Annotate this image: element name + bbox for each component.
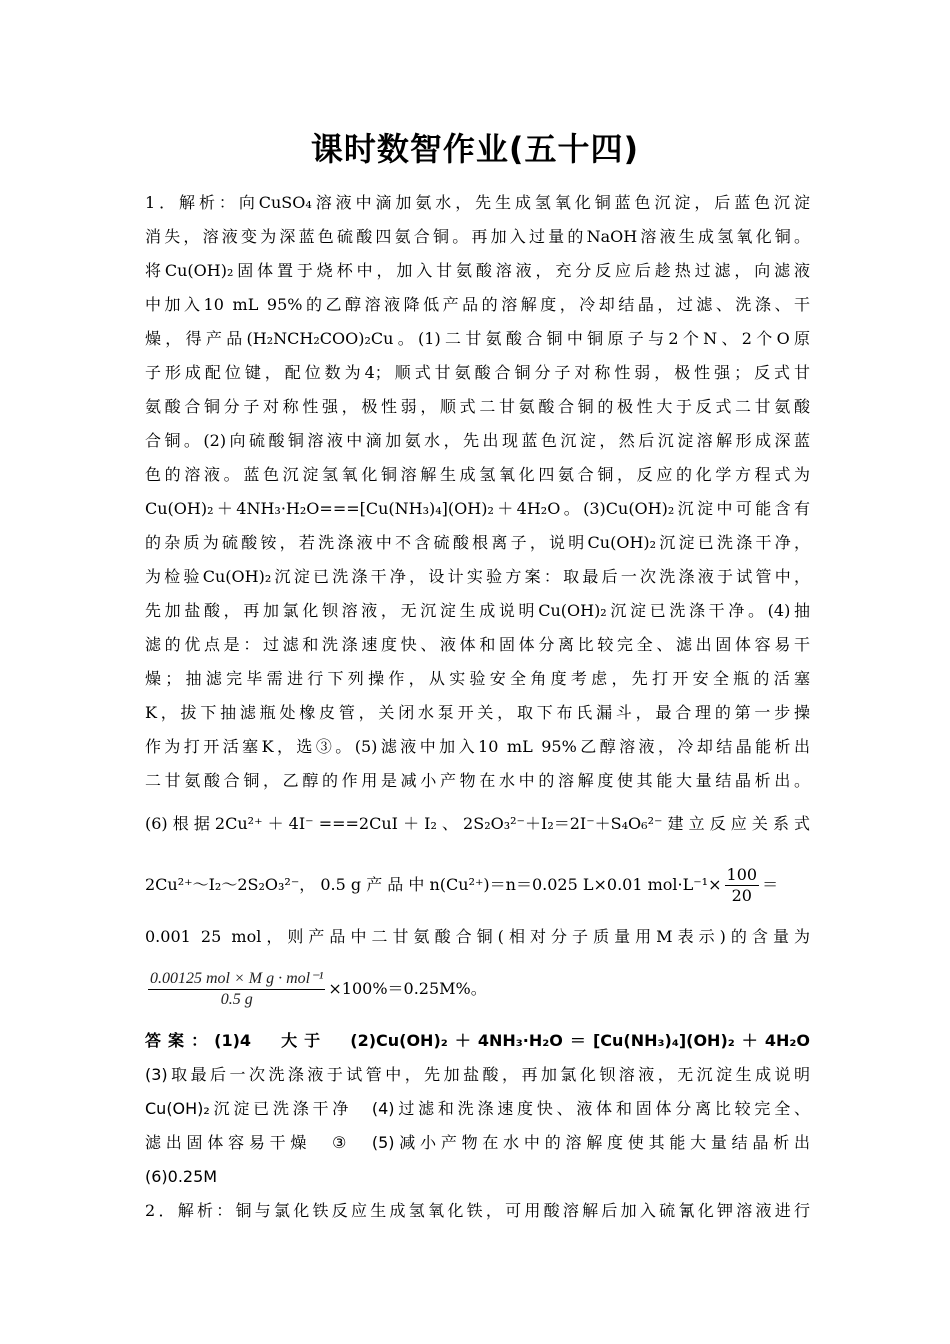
text-line: 的杂质为硫酸铵，若洗涤液中不含硫酸根离子，说明Cu(OH)₂沉淀已洗涤干净，	[145, 533, 810, 552]
text-line: 二甘氨酸合铜，乙醇的作用是减小产物在水中的溶解度使其能大量结晶析出。	[145, 771, 810, 790]
fraction-100-20	[725, 865, 760, 906]
fraction-numerator: 100	[726, 864, 758, 884]
page-title: 课时数智作业(五十四)	[310, 130, 640, 168]
text-line: K，拔下抽滤瓶处橡皮管，关闭水泵开关，取下布氏漏斗，最合理的第一步操	[145, 703, 810, 722]
fraction-numerator: 0.00125 mol × M g · mol⁻¹	[148, 969, 325, 990]
text-line: Cu(OH)₂＋4NH₃·H₂O===[Cu(NH₃)₄](OH)₂＋4H₂O。(3)Cu(OH)₂沉淀中可能含有	[145, 499, 810, 518]
text-line: 氨酸合铜分子对称性强，极性弱，顺式二甘氨酸合铜的极性大于反式二甘氨酸	[145, 397, 810, 416]
text-line: 先加盐酸，再加氯化钡溶液，无沉淀生成说明Cu(OH)₂沉淀已洗涤干净。(4)抽	[145, 601, 810, 620]
text-line: 将Cu(OH)₂固体置于烧杯中，加入甘氨酸溶液，充分反应后趁热过滤，向滤液	[145, 261, 810, 280]
text-line: 1．解析：向CuSO₄溶液中滴加氨水，先生成氢氧化铜蓝色沉淀，后蓝色沉淀	[145, 193, 810, 212]
text-line: 子形成配位键，配位数为4；顺式甘氨酸合铜分子对称性弱，极性强；反式甘	[145, 363, 810, 382]
text-line: 燥，得产品(H₂NCH₂COO)₂Cu。(1)二甘氨酸合铜中铜原子与2个N、2个O原	[145, 329, 810, 348]
content-fraction	[148, 969, 325, 1010]
answer-line: 答案：(1)4 大于 (2)Cu(OH)₂＋4NH₃·H₂O＝[Cu(NH₃)₄](OH)₂＋4H₂O	[145, 1031, 810, 1050]
text-line: 0.001 25 mol，则产品中二甘氨酸合铜(相对分子质量用M表示)的含量为	[145, 927, 810, 946]
answer-line: (3)取最后一次洗涤液于试管中，先加盐酸，再加氯化钡溶液，无沉淀生成说明	[145, 1065, 810, 1084]
text-line: 消失，溶液变为深蓝色硫酸四氨合铜。再加入过量的NaOH溶液生成氢氧化铜。	[145, 227, 810, 246]
calc-text: 2Cu²⁺～I₂～2S₂O₃²⁻， 0.5 g 产 品 中 n(Cu²⁺)＝n＝0.025 L×0.01 mol·L⁻¹×	[145, 875, 722, 894]
question-2-line: 2．解析：铜与氯化铁反应生成氢氧化铁，可用酸溶解后加入硫氰化钾溶液进行	[145, 1201, 810, 1220]
text-line: 合铜。(2)向硫酸铜溶液中滴加氨水，先出现蓝色沉淀，然后沉淀溶解形成深蓝	[145, 431, 810, 450]
text-line: 滤的优点是：过滤和洗涤速度快、液体和固体分离比较完全、滤出固体容易干	[145, 635, 810, 654]
content-line	[145, 954, 810, 1024]
text-line: 色的溶液。蓝色沉淀氢氧化铜溶解生成氢氧化四氨合铜，反应的化学方程式为	[145, 465, 810, 484]
text-line: 为检验Cu(OH)₂沉淀已洗涤干净，设计实验方案：取最后一次洗涤液于试管中，	[145, 567, 810, 586]
calculation-line	[145, 850, 810, 920]
answer-line: Cu(OH)₂沉淀已洗涤干净 (4)过滤和洗涤速度快、液体和固体分离比较完全、	[145, 1099, 810, 1118]
fraction-denominator: 20	[731, 885, 752, 905]
text-line: 中加入10 mL 95%的乙醇溶液降低产品的溶解度，冷却结晶，过滤、洗涤、干	[145, 295, 810, 314]
content-result: ×100%＝0.25M%。	[328, 979, 487, 998]
answer-line: 滤出固体容易干燥 ③ (5)减小产物在水中的溶解度使其能大量结晶析出	[145, 1133, 810, 1152]
document-body	[145, 186, 810, 1228]
text-line: 燥；抽滤完毕需进行下列操作，从实验安全角度考虑，先打开安全瓶的活塞	[145, 669, 810, 688]
reaction-line: (6) 根 据 2Cu²⁺ ＋ 4I⁻ ===2CuI ＋ I₂ 、 2S₂O₃²⁻＋I₂＝2I⁻＋S₄O₆²⁻ 建 立 反 应 关 系 式	[145, 814, 810, 833]
fraction-denominator: 0.5 g	[220, 990, 253, 1008]
text-line: 作为打开活塞K，选③。(5)滤液中加入10 mL 95%乙醇溶液，冷却结晶能析出	[145, 737, 810, 756]
calc-equals: ＝	[762, 875, 779, 894]
answer-line: (6)0.25M	[145, 1167, 218, 1186]
